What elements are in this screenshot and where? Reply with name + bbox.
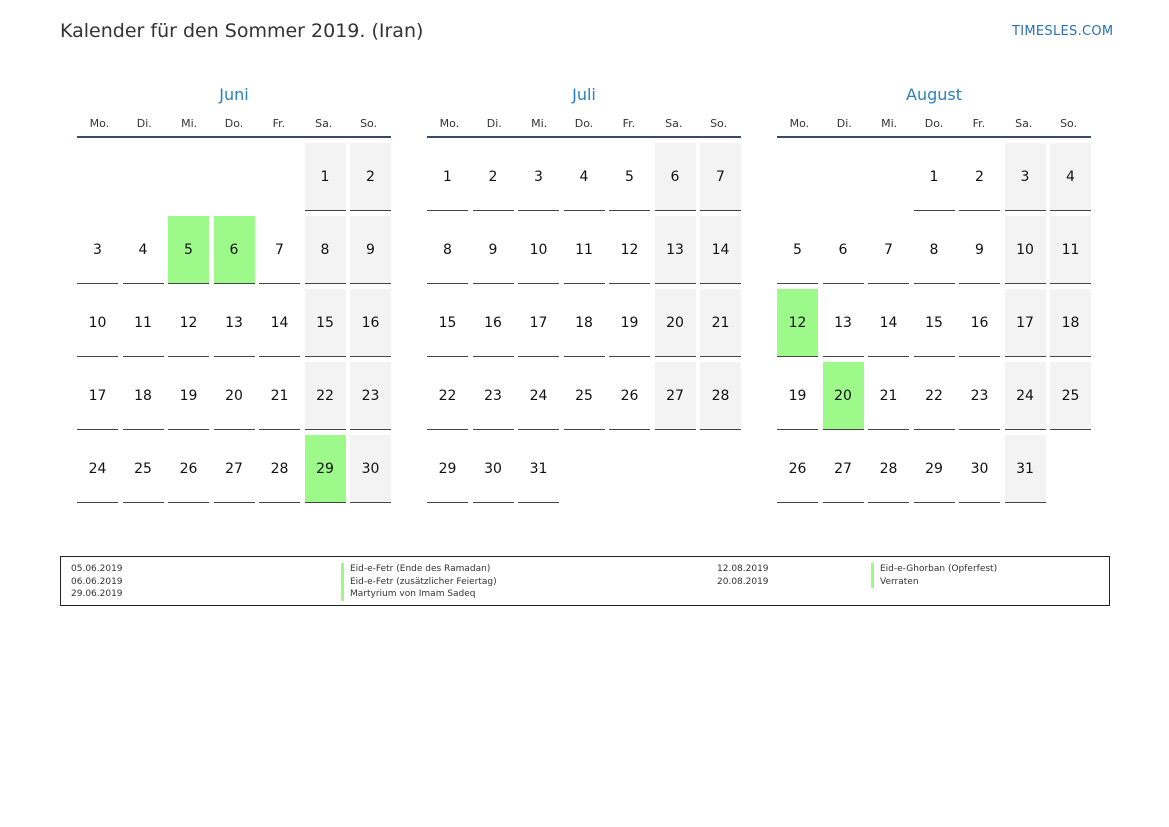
legend-date: 06.06.2019 [71, 576, 123, 587]
legend-dates-right [717, 563, 769, 588]
holiday-legend [60, 556, 1110, 606]
weekday-label: Fr. [972, 117, 986, 130]
day-cell: 13 [214, 289, 255, 357]
weekday-label: Do. [574, 117, 594, 130]
day-cell: 13 [655, 216, 696, 284]
day-cell: 4 [123, 216, 164, 284]
empty-cell [214, 143, 255, 211]
weekday-label: Sa. [315, 117, 333, 130]
day-cell-holiday: 5 [168, 216, 209, 284]
day-cell: 25 [123, 435, 164, 503]
day-cell: 16 [473, 289, 514, 357]
day-grid [427, 143, 741, 503]
day-cell: 21 [700, 289, 741, 357]
page-title: Kalender für den Sommer 2019. (Iran) [60, 20, 424, 42]
weekday-label: Fr. [272, 117, 286, 130]
day-cell: 15 [427, 289, 468, 357]
weekday-label: Di. [836, 117, 852, 130]
day-cell: 4 [1050, 143, 1091, 211]
weekday-label: Sa. [665, 117, 683, 130]
day-cell: 14 [259, 289, 300, 357]
day-cell: 10 [77, 289, 118, 357]
day-cell: 29 [427, 435, 468, 503]
empty-cell [868, 143, 909, 211]
weekday-header [427, 116, 741, 138]
day-cell: 11 [123, 289, 164, 357]
empty-cell [823, 143, 864, 211]
day-cell: 19 [609, 289, 650, 357]
day-cell: 9 [959, 216, 1000, 284]
month-july [427, 84, 741, 503]
day-cell: 22 [427, 362, 468, 430]
day-cell: 16 [350, 289, 391, 357]
day-cell: 27 [823, 435, 864, 503]
day-cell-holiday: 12 [777, 289, 818, 357]
weekday-label: Mo. [789, 117, 810, 130]
day-cell: 4 [564, 143, 605, 211]
weekday-label: Mi. [531, 117, 548, 130]
day-cell: 1 [427, 143, 468, 211]
weekday-header [77, 116, 391, 138]
day-cell: 11 [1050, 216, 1091, 284]
weekday-label: Mi. [181, 117, 198, 130]
day-cell: 3 [1005, 143, 1046, 211]
legend-holiday-name: Eid-e-Fetr (Ende des Ramadan) [341, 563, 497, 576]
weekday-label: Mi. [881, 117, 898, 130]
day-cell: 19 [777, 362, 818, 430]
day-cell: 8 [914, 216, 955, 284]
day-cell: 16 [959, 289, 1000, 357]
empty-cell [77, 143, 118, 211]
day-cell: 8 [427, 216, 468, 284]
day-cell: 24 [1005, 362, 1046, 430]
day-cell: 15 [305, 289, 346, 357]
day-cell: 2 [959, 143, 1000, 211]
day-cell: 21 [868, 362, 909, 430]
day-cell: 13 [823, 289, 864, 357]
day-cell-holiday: 29 [305, 435, 346, 503]
day-cell: 19 [168, 362, 209, 430]
day-cell-holiday: 20 [823, 362, 864, 430]
legend-holiday-name: Verraten [871, 576, 997, 589]
month-title: Juni [219, 85, 249, 104]
day-cell: 18 [123, 362, 164, 430]
day-cell: 5 [609, 143, 650, 211]
weekday-label: Sa. [1015, 117, 1033, 130]
legend-holiday-name: Eid-e-Fetr (zusätzlicher Feiertag) [341, 576, 497, 589]
month-title: August [906, 85, 962, 104]
day-cell: 28 [868, 435, 909, 503]
day-cell: 17 [518, 289, 559, 357]
day-cell: 5 [777, 216, 818, 284]
day-cell: 20 [655, 289, 696, 357]
weekday-header [777, 116, 1091, 138]
legend-dates-left [71, 563, 123, 601]
day-cell: 21 [259, 362, 300, 430]
day-cell: 28 [259, 435, 300, 503]
empty-cell [123, 143, 164, 211]
weekday-label: So. [710, 117, 728, 130]
weekday-label: Di. [486, 117, 502, 130]
day-cell: 8 [305, 216, 346, 284]
day-cell: 15 [914, 289, 955, 357]
day-cell: 12 [609, 216, 650, 284]
day-cell: 17 [1005, 289, 1046, 357]
day-cell: 7 [700, 143, 741, 211]
day-cell: 23 [350, 362, 391, 430]
day-cell: 10 [518, 216, 559, 284]
day-cell: 2 [350, 143, 391, 211]
day-cell: 17 [77, 362, 118, 430]
month-title: Juli [572, 85, 596, 104]
day-cell: 23 [473, 362, 514, 430]
legend-names-left [341, 563, 497, 601]
month-june [77, 84, 391, 503]
day-cell: 27 [655, 362, 696, 430]
weekday-label: Mo. [89, 117, 110, 130]
month-august [777, 84, 1091, 503]
weekday-label: Do. [224, 117, 244, 130]
day-cell: 2 [473, 143, 514, 211]
day-cell: 14 [868, 289, 909, 357]
day-cell: 18 [1050, 289, 1091, 357]
day-cell: 23 [959, 362, 1000, 430]
day-cell: 28 [700, 362, 741, 430]
day-cell: 22 [305, 362, 346, 430]
day-cell: 31 [1005, 435, 1046, 503]
day-grid [77, 143, 391, 503]
empty-cell [259, 143, 300, 211]
day-cell: 31 [518, 435, 559, 503]
day-cell: 29 [914, 435, 955, 503]
empty-cell [777, 143, 818, 211]
day-cell: 11 [564, 216, 605, 284]
day-cell: 1 [305, 143, 346, 211]
day-cell: 12 [168, 289, 209, 357]
day-cell: 3 [77, 216, 118, 284]
day-cell: 30 [473, 435, 514, 503]
site-link[interactable]: TIMESLES.COM [1012, 24, 1114, 39]
day-cell: 14 [700, 216, 741, 284]
day-cell: 26 [777, 435, 818, 503]
legend-holiday-name: Martyrium von Imam Sadeq [341, 588, 497, 601]
weekday-label: Fr. [622, 117, 636, 130]
day-grid [777, 143, 1091, 503]
day-cell: 20 [214, 362, 255, 430]
day-cell: 22 [914, 362, 955, 430]
day-cell: 7 [868, 216, 909, 284]
day-cell: 26 [609, 362, 650, 430]
day-cell: 26 [168, 435, 209, 503]
weekday-label: Di. [136, 117, 152, 130]
day-cell: 25 [1050, 362, 1091, 430]
day-cell: 1 [914, 143, 955, 211]
day-cell: 30 [350, 435, 391, 503]
legend-date: 05.06.2019 [71, 564, 123, 574]
day-cell: 27 [214, 435, 255, 503]
legend-date: 12.08.2019 [717, 564, 769, 574]
weekday-label: Mo. [439, 117, 460, 130]
day-cell: 24 [77, 435, 118, 503]
day-cell: 7 [259, 216, 300, 284]
day-cell: 30 [959, 435, 1000, 503]
weekday-label: So. [1060, 117, 1078, 130]
day-cell: 6 [655, 143, 696, 211]
day-cell: 6 [823, 216, 864, 284]
weekday-label: Do. [924, 117, 944, 130]
day-cell: 10 [1005, 216, 1046, 284]
day-cell: 18 [564, 289, 605, 357]
day-cell: 24 [518, 362, 559, 430]
weekday-label: So. [360, 117, 378, 130]
legend-date: 20.08.2019 [717, 576, 769, 587]
day-cell-holiday: 6 [214, 216, 255, 284]
day-cell: 9 [473, 216, 514, 284]
empty-cell [168, 143, 209, 211]
legend-names-right [871, 563, 997, 588]
day-cell: 25 [564, 362, 605, 430]
day-cell: 9 [350, 216, 391, 284]
legend-date: 29.06.2019 [71, 589, 123, 599]
day-cell: 3 [518, 143, 559, 211]
legend-holiday-name: Eid-e-Ghorban (Opferfest) [871, 563, 997, 576]
